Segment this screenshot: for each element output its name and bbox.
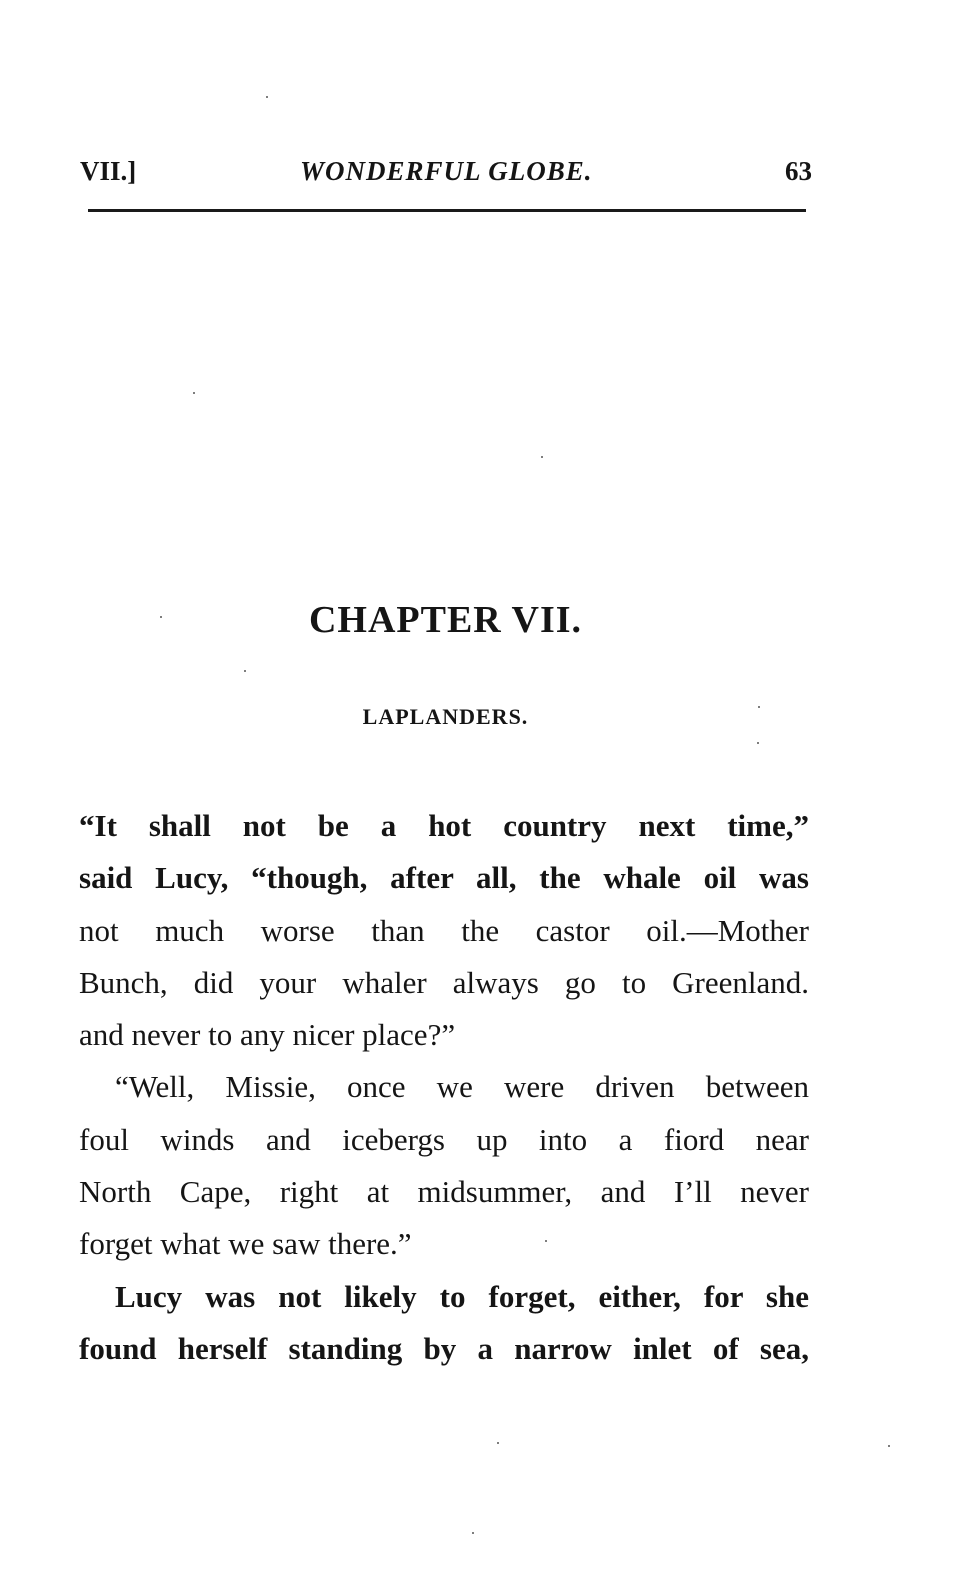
- chapter-heading: CHAPTER VII.: [308, 599, 583, 641]
- scan-speck: [541, 456, 543, 458]
- page-number: 63: [785, 156, 812, 186]
- running-head-section: VII.]: [80, 156, 137, 186]
- scan-speck: [472, 1532, 474, 1534]
- running-head: [80, 156, 812, 196]
- scan-speck: [757, 742, 759, 744]
- scan-speck: [193, 392, 195, 394]
- scan-speck: [244, 670, 246, 672]
- running-head-title: WONDERFUL GLOBE.: [300, 156, 593, 186]
- scan-speck: [160, 616, 162, 618]
- text-line: North Cape, right at midsummer, and I’ll never: [79, 1174, 809, 1210]
- text-line: “Well, Missie, once we were driven between: [115, 1069, 809, 1105]
- scan-speck: [758, 706, 760, 708]
- text-line: and never to any nicer place?”: [79, 1017, 456, 1053]
- text-line: not much worse than the castor oil.—Mother: [79, 912, 809, 948]
- scan-speck: [266, 96, 268, 98]
- body-text: [79, 800, 809, 1375]
- chapter-title: LAPLANDERS.: [362, 704, 529, 729]
- text-line: foul winds and icebergs up into a fiord near: [79, 1121, 809, 1157]
- text-line: forget what we saw there.”: [79, 1226, 412, 1262]
- text-line: “It shall not be a hot country next time,”: [79, 808, 809, 843]
- text-line: Bunch, did your whaler always go to Greenland.: [79, 964, 809, 1000]
- scan-speck: [545, 1240, 547, 1242]
- text-line: found herself standing by a narrow inlet of sea,: [79, 1330, 809, 1366]
- scan-speck: [888, 1445, 890, 1447]
- scan-speck: [497, 1442, 499, 1444]
- text-line: Lucy was not likely to forget, either, for she: [115, 1278, 809, 1314]
- header-rule: [88, 209, 806, 212]
- text-line: said Lucy, “though, after all, the whale oil was: [79, 860, 809, 896]
